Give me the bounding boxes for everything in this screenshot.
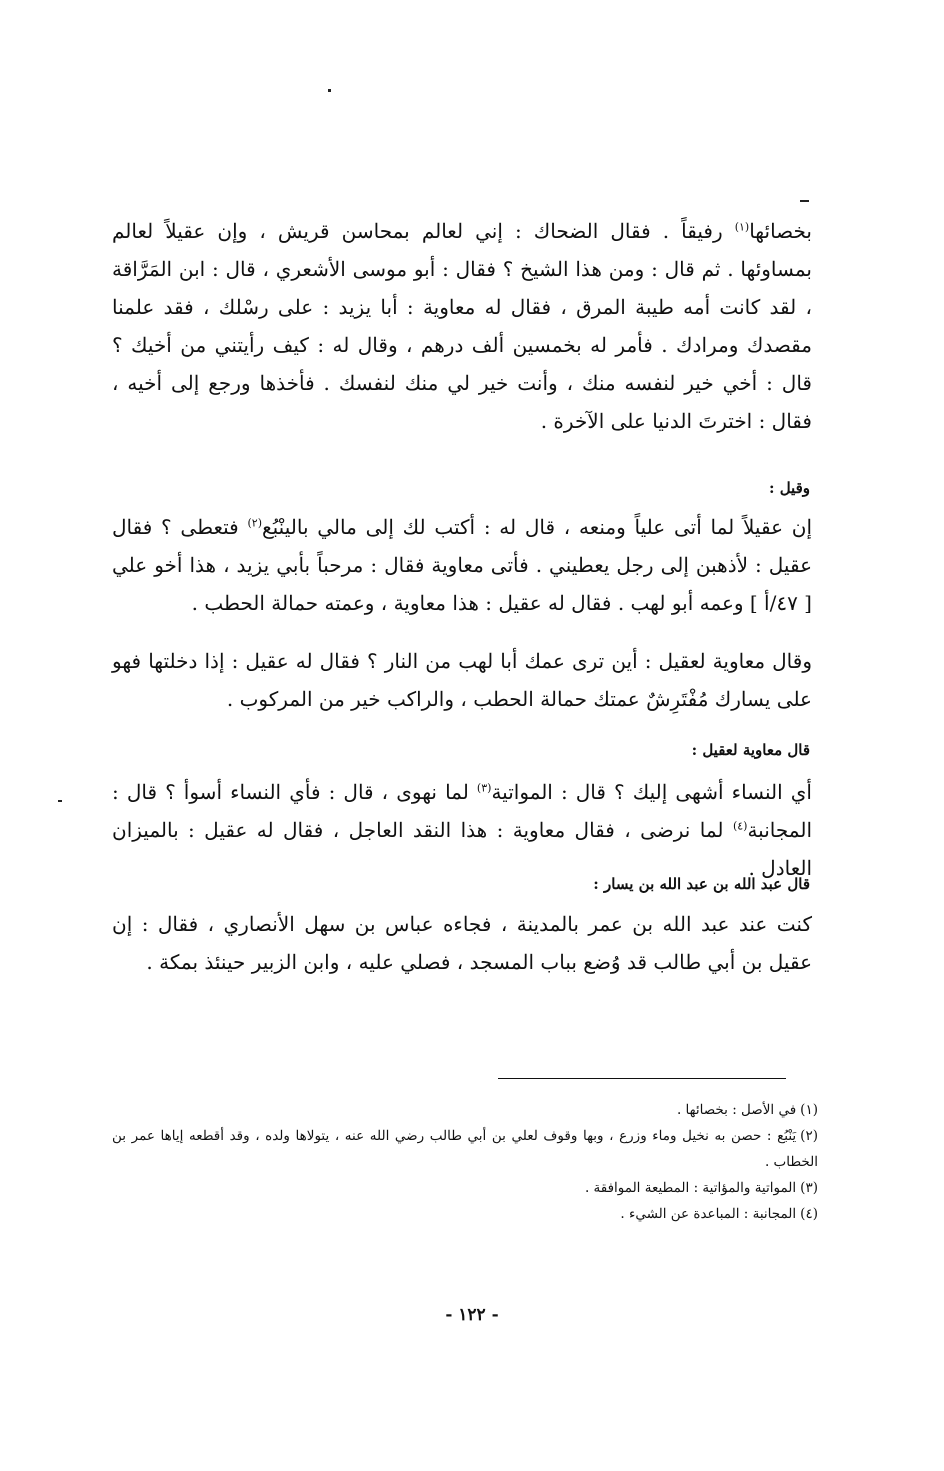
footnote-text: المواتية والمؤاتية : المطيعة الموافقة . bbox=[584, 1180, 797, 1196]
paragraph-text: لما نرضى ، فقال معاوية : هذا النقد العاجل ، فقال له عقيل : بالميزان العادل . bbox=[112, 818, 812, 880]
footnotes bbox=[112, 1097, 818, 1227]
footnote-ref[interactable]: (٣) bbox=[476, 781, 492, 795]
footnote-item bbox=[112, 1123, 818, 1175]
footnote-ref[interactable]: (٤) bbox=[732, 819, 748, 833]
footnote-text: المجانبة : المباعدة عن الشيء . bbox=[620, 1206, 797, 1222]
paragraph-text: وقال معاوية لعقيل : أين ترى عمك أبا لهب من النار ؟ فقال له عقيل : إذا دخلتها فهو على يسارك مُفْتَرِشٌ عمتك حمالة الحطب ، والراكب خير من المركوب . bbox=[112, 649, 812, 711]
footnote-ref[interactable]: (٢) bbox=[247, 516, 262, 530]
page-number: - ١٢٢ - bbox=[445, 1305, 499, 1325]
footnote-divider bbox=[498, 1078, 786, 1079]
paragraph-text: بخصائها bbox=[749, 219, 812, 243]
paragraph-text: أي النساء أشهى إليك ؟ قال : المواتية bbox=[491, 780, 812, 804]
footnote-item bbox=[112, 1175, 818, 1201]
footnote-number: (١) bbox=[800, 1102, 818, 1118]
footnote-text: في الأصل : بخصائها . bbox=[676, 1102, 797, 1118]
paragraph-text: رفيقاً . فقال الضحاك : إني لعالم بمحاسن قريش ، وإن عقيلاً لعالم بمساوئها . ثم قال : ومن هذا الشيخ ؟ فقال : أبو موسى الأشعري ، قال : ابن المَرَّاقة ، لقد كانت أمه طيبة المرق ، فقال له معاوية : أبا يزيد : على رسْلك ، فقد علمنا مقصدك ومرادك . فأمر له بخمسين ألف درهم ، وقال له : كيف رأيتني من أخيك ؟ قال : أخي خير لنفسه منك ، وأنت خير لي منك لنفسك . فأخذها ورجع إلى أخيه ، فقال : اخترتَ الدنيا على الآخرة . bbox=[112, 219, 812, 433]
footnote-number: (٣) bbox=[800, 1180, 818, 1196]
paragraph-2 bbox=[112, 508, 812, 622]
paragraph-text: لما نهوى ، قال : فأي النساء أسوأ ؟ قال : المجانبة bbox=[112, 780, 812, 842]
paragraph-4 bbox=[112, 773, 812, 887]
paragraph-3 bbox=[112, 642, 812, 718]
scan-speck bbox=[328, 89, 331, 92]
footnote-number: (٢) bbox=[800, 1128, 818, 1144]
footnote-number: (٤) bbox=[800, 1206, 818, 1222]
footnote-item bbox=[112, 1097, 818, 1123]
paragraph-text: كنت عند عبد الله بن عمر بالمدينة ، فجاءه عباس بن سهل الأنصاري ، فقال : إن عقيل بن أبي طالب قد وُضع بباب المسجد ، فصلي عليه ، وابن الزبير حينئذ بمكة . bbox=[112, 912, 812, 974]
section-heading: وقيل : bbox=[768, 479, 810, 497]
section-heading: قال عبد الله بن عبد الله بن يسار : bbox=[593, 875, 810, 893]
paragraph-text: إن عقيلاً لما أتى علياً ومنعه ، قال له : أكتب لك إلى مالي بالينْبُع bbox=[262, 515, 813, 539]
section-heading: قال معاوية لعقيل : bbox=[691, 741, 810, 759]
scan-speck bbox=[800, 200, 809, 202]
footnote-text: يَنْبُع : حصن به نخيل وماء وزرع ، وبها وقوف لعلي بن أبي طالب رضي الله عنه ، يتولاها ولده ، وقد أقطعه إياها عمر بن الخطاب . bbox=[112, 1128, 818, 1170]
paragraph-5 bbox=[112, 905, 812, 981]
scan-speck bbox=[58, 800, 62, 802]
paragraph-1 bbox=[112, 212, 812, 440]
paragraph-text: فتعطى ؟ فقال عقيل : لأذهبن إلى رجل يعطيني . فأتى معاوية فقال : مرحباً بأبي يزيد ، هذا أخو علي [ ٤٧/أ ] وعمه أبو لهب . فقال له عقيل : هذا معاوية ، وعمته حمالة الحطب . bbox=[112, 515, 812, 615]
footnote-item bbox=[112, 1201, 818, 1227]
footnote-ref[interactable]: (١) bbox=[734, 220, 750, 234]
